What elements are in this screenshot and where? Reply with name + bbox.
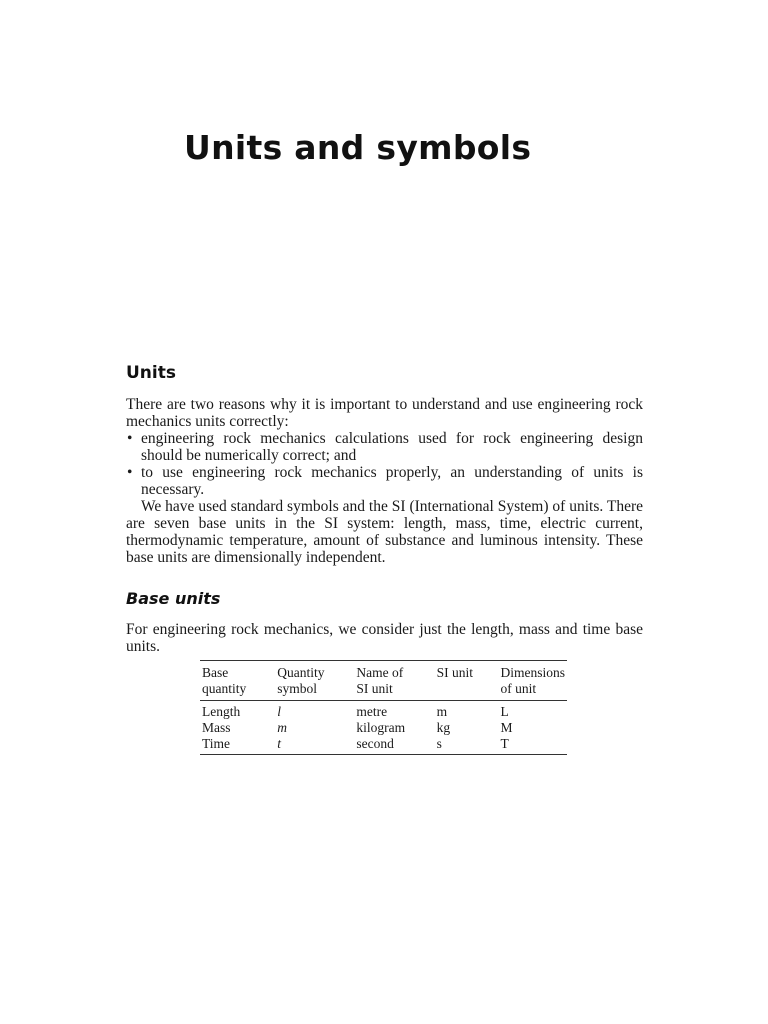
header-line: symbol (277, 681, 317, 696)
base-units-table (200, 660, 567, 755)
header-line: SI unit (436, 665, 473, 680)
si-units-paragraph: We have used standard symbols and the SI (International System) of units. There are seven base units in the SI system: length, mass, time, electric current, thermodynamic temperature, amount of substance and luminous intensity. These base units are dimensionally independent. (126, 498, 643, 566)
cell-unit: s (435, 736, 499, 755)
header-base-quantity (200, 661, 275, 701)
header-line: Name of (356, 665, 404, 680)
table-row (200, 736, 567, 755)
header-line: SI unit (356, 681, 393, 696)
header-si-unit (435, 661, 499, 701)
header-line: quantity (202, 681, 247, 696)
base-units-intro-paragraph: For engineering rock mechanics, we consider just the length, mass and time base units. (126, 621, 643, 655)
bullet-text: to use engineering rock mechanics properly, an understanding of units is necessary. (141, 464, 643, 498)
cell-quantity: Time (200, 736, 275, 755)
cell-unit-name: metre (356, 704, 388, 719)
cell-unit: kg (436, 720, 451, 735)
header-quantity-symbol (275, 661, 354, 701)
header-dimensions-of-unit (498, 661, 567, 701)
units-intro-paragraph: There are two reasons why it is important to understand and use engineering rock mechanics units correctly: (126, 396, 643, 430)
header-line: Quantity (277, 665, 325, 680)
units-bullet-list (126, 430, 643, 498)
table-row (200, 720, 567, 736)
cell-symbol: m (277, 720, 287, 735)
cell-symbol: t (275, 736, 354, 755)
table-row (200, 701, 567, 721)
units-section (126, 363, 643, 566)
cell-symbol: l (277, 704, 281, 719)
chapter-title: Units and symbols (184, 128, 532, 167)
units-heading: Units (126, 363, 176, 383)
cell-dimension: L (500, 704, 509, 719)
base-units-heading: Base units (126, 589, 221, 608)
table-header-row (200, 661, 567, 701)
bullet-item (126, 464, 643, 498)
cell-quantity: Length (202, 704, 241, 719)
cell-quantity: Mass (202, 720, 231, 735)
cell-dimension: M (500, 720, 513, 735)
header-name-of-si-unit (354, 661, 434, 701)
base-units-section (126, 589, 643, 655)
cell-unit-name: kilogram (356, 720, 406, 735)
header-line: Dimensions (500, 665, 565, 680)
cell-unit: m (436, 704, 448, 719)
bullet-item (126, 430, 643, 464)
cell-dimension: T (498, 736, 567, 755)
bullet-icon: • (127, 430, 133, 447)
cell-unit-name: second (354, 736, 434, 755)
bullet-icon: • (127, 464, 133, 481)
bullet-text: engineering rock mechanics calculations used for rock engineering design should be numerically correct; and (141, 430, 643, 464)
header-line: of unit (500, 681, 537, 696)
header-line: Base (202, 665, 229, 680)
